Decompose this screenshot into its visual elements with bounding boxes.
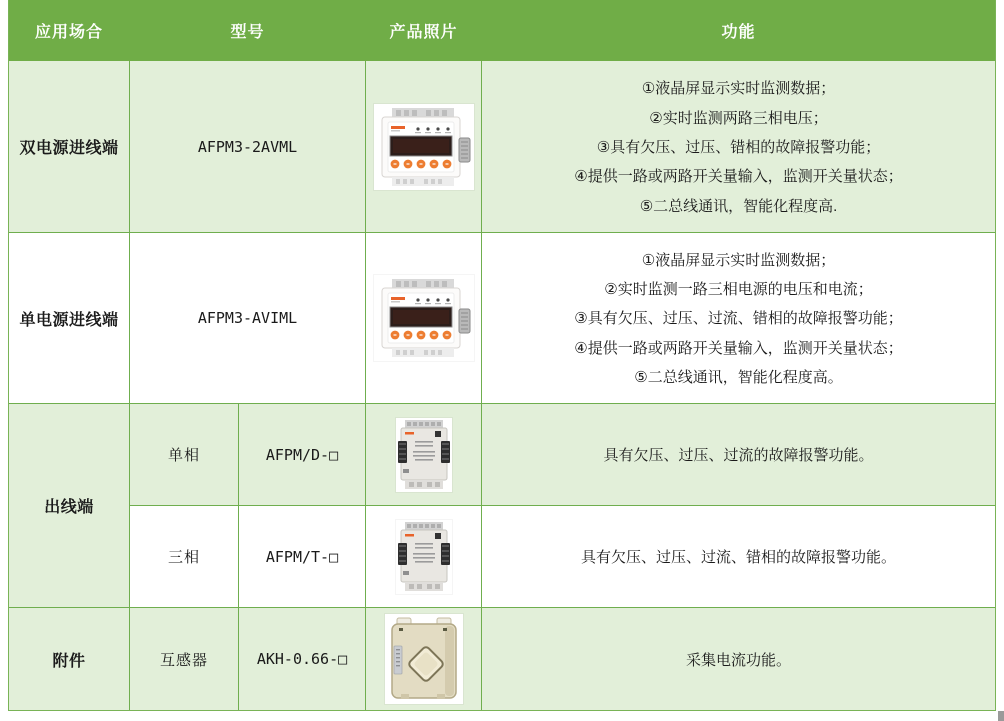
header-photo-label: 产品照片 [389,23,458,41]
cell-function-accessory [482,608,995,710]
cell-subtype-transformer [130,608,239,710]
cell-photo-afpm-t [366,506,482,608]
function-line: ②实时监测两路三相电压； [649,109,828,127]
header-model [130,0,366,61]
product-photo-afpm-d [396,418,452,492]
scrollbar-corner-artifact [998,711,1004,721]
function-line: ③具有欠压、过压、错相的故障报警功能； [596,138,881,156]
application-label: 单电源进线端 [19,311,119,329]
cell-model-afpm-t [239,506,366,608]
product-selection-table [8,0,996,711]
function-line: ③具有欠压、过压、过流、错相的故障报警功能； [574,310,903,328]
cell-subtype-single-phase [130,404,239,506]
model-label: AKH-0.66-□ [256,650,348,668]
product-photo-afpm3-2avml [374,104,474,190]
function-line: ①液晶屏显示实时监测数据； [641,252,836,270]
model-label: AFPM3-AVIML [197,309,298,327]
cell-function-three-phase [482,506,995,608]
header-model-label: 型号 [230,23,265,41]
function-line: ⑤二总线通讯，智能化程度高. [639,197,838,215]
header-function [482,0,995,61]
subtype-label: 互感器 [159,651,208,669]
cell-function-single-power [482,233,995,404]
cell-subtype-three-phase [130,506,239,608]
product-photo-afpm-t [396,520,452,594]
function-line: 具有欠压、过压、过流、错相的故障报警功能。 [580,549,896,566]
current-transformer-illustration [387,616,461,702]
cell-model-akh [239,608,366,710]
header-function-label: 功能 [721,23,756,41]
cell-model-afpm3-aviml [130,233,366,404]
afpm-module-illustration [397,419,451,491]
subtype-label: 单相 [167,447,200,464]
cell-application-dual-power [9,61,130,233]
function-line: ②实时监测一路三相电源的电压和电流； [604,281,873,299]
application-label: 双电源进线端 [19,140,119,157]
function-line: ⑤二总线通讯，智能化程度高。 [634,368,843,386]
cell-photo-afpm3-aviml [366,233,482,404]
afpm3-meter-illustration [376,277,472,359]
model-label: AFPM3-2AVML [197,137,298,156]
product-photo-akh-transformer [385,614,463,704]
cell-application-outlet [9,404,130,608]
cell-application-accessory [9,608,130,710]
cell-model-afpm-d [239,404,366,506]
subtype-label: 三相 [167,549,200,566]
model-label: AFPM/T-□ [265,547,339,566]
header-photo [366,0,482,61]
header-application-label: 应用场合 [34,23,103,41]
cell-photo-afpm3-2avml [366,61,482,233]
afpm-module-illustration [397,521,451,593]
product-photo-afpm3-aviml [374,275,474,361]
application-label: 出线端 [44,499,94,516]
function-line: ④提供一路或两路开关量输入，监测开关量状态； [574,168,903,186]
cell-function-single-phase [482,404,995,506]
function-line: 采集电流功能。 [685,651,791,669]
function-line: ④提供一路或两路开关量输入，监测开关量状态； [574,339,903,357]
cell-function-dual-power [482,61,995,233]
cell-model-afpm3-2avml [130,61,366,233]
cell-photo-akh [366,608,482,710]
model-label: AFPM/D-□ [265,445,339,464]
cell-photo-afpm-d [366,404,482,506]
application-label: 附件 [52,652,86,670]
header-application [9,0,130,61]
function-line: 具有欠压、过压、过流的故障报警功能。 [603,447,874,464]
afpm3-meter-illustration [376,106,472,188]
cell-application-single-power [9,233,130,404]
function-line: ①液晶屏显示实时监测数据； [641,80,836,98]
